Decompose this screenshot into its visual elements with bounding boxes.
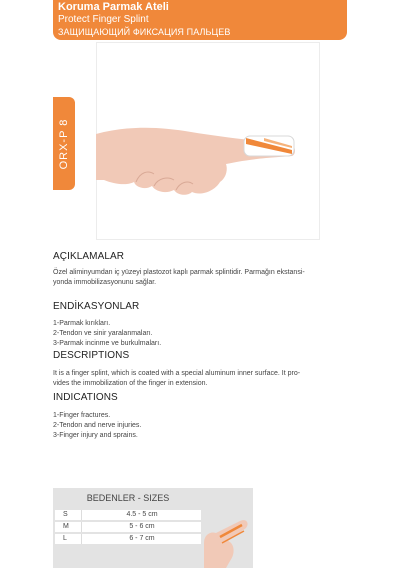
section-text-descriptions [53,369,343,389]
section-heading-endikasyonlar: ENDİKASYONLAR [53,301,140,312]
text-line: 1-Finger fractures. [53,412,111,419]
text-line: It is a finger splint, which is coated with a special aluminum inner surface. It pro- [53,370,301,377]
table-row [55,510,201,520]
section-heading-aciklamalar: AÇIKLAMALAR [53,251,125,262]
text-line: vides the immobilization of the finger in extension. [53,380,208,387]
table-row [55,534,201,544]
section-text-endikasyonlar [53,319,343,349]
size-label: M [63,523,69,530]
product-code-tab [53,97,75,190]
size-chart [53,488,253,568]
table-row [55,522,201,532]
text-line: 3-Parmak incinme ve burkulmaları. [53,340,162,347]
section-heading-indications: INDICATIONS [53,392,118,403]
header-banner [53,0,347,40]
size-range: 6 - 7 cm [81,534,202,544]
text-line: 2-Tendon and nerve injuries. [53,422,142,429]
size-range: 4.5 - 5 cm [81,510,202,520]
size-chart-title: BEDENLER - SIZES [86,493,170,503]
text-line: yonda immobilizasyonunu sağlar. [53,279,157,286]
size-label: S [63,511,68,518]
text-line: 1-Parmak kırıkları. [53,320,111,327]
text-line: 2-Tendon ve sinir yaralanmaları. [53,330,153,337]
finger-measure-image [200,513,253,568]
title-russian: ЗАЩИЩАЮЩИЙ ФИКСАЦИЯ ПАЛЬЦЕВ [58,27,231,37]
title-english: Protect Finger Splint [58,14,149,25]
section-heading-descriptions: DESCRIPTIONS [53,350,130,361]
text-line: Özel aliminyumdan iç yüzeyi plastozot kaplı parmak splintidir. Parmağın ekstansi- [53,269,305,276]
section-text-aciklamalar [53,268,343,288]
text-line: 3-Finger injury and sprains. [53,432,138,439]
title-turkish: Koruma Parmak Ateli [58,1,169,13]
product-code: ORX-P 8 [58,118,70,169]
section-text-indications [53,411,343,441]
size-range: 5 - 6 cm [81,522,202,532]
size-label: L [63,535,67,542]
hand-with-splint-image [96,96,306,206]
